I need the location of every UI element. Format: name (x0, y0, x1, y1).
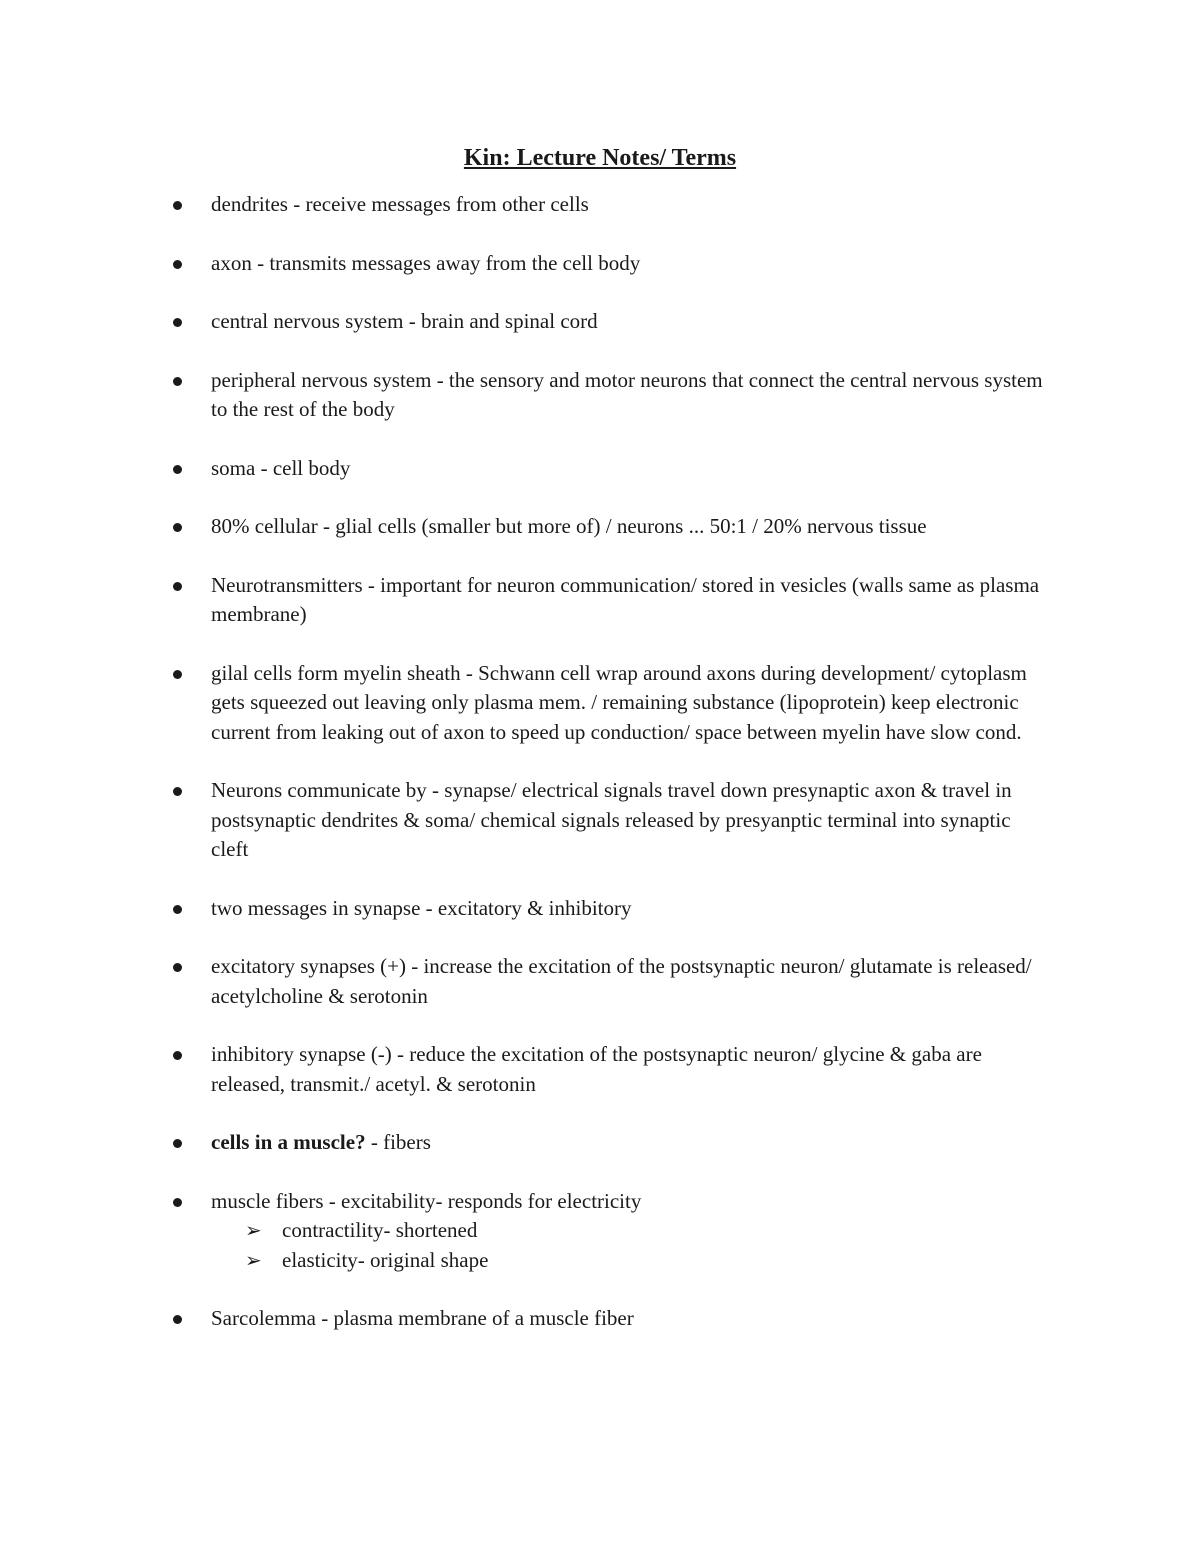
note-text: gilal cells form myelin sheath - Schwann cell wrap around axons during development/ cytoplasm gets squeezed out leaving only plasma mem. / remaining substance (lipoprotein) keep electronic current from leaking out of axon to speed up conduction/ space between myelin have slow cond. (211, 660, 1027, 744)
note-text: Sarcolemma - plasma membrane of a muscle fiber (211, 1306, 634, 1330)
arrow-bullet-icon: ➢ (245, 1218, 262, 1242)
bullet-icon (173, 1315, 182, 1324)
bullet-icon (173, 465, 182, 474)
note-item (0, 366, 1051, 425)
note-item (0, 190, 1051, 220)
arrow-bullet-icon: ➢ (245, 1247, 262, 1272)
sub-item (211, 1216, 1051, 1246)
note-term-bold: cells in a muscle? (211, 1130, 366, 1154)
page-title: Kin: Lecture Notes/ Terms (463, 145, 737, 171)
note-item (0, 1304, 1051, 1334)
bullet-icon (173, 787, 182, 796)
note-text: peripheral nervous system - the sensory and motor neurons that connect the central nervous system to the rest of the body (211, 367, 1043, 421)
bullet-icon (173, 523, 182, 532)
note-item (0, 512, 1051, 542)
bullet-icon (173, 670, 182, 679)
note-item (0, 249, 1051, 279)
note-item (0, 307, 1051, 337)
bullet-icon (173, 905, 182, 914)
sub-item (211, 1246, 1051, 1276)
note-text: soma - cell body (211, 455, 351, 480)
note-item (0, 1128, 1051, 1158)
note-text: muscle fibers - excitability- responds for electricity (211, 1188, 642, 1213)
bullet-icon (173, 260, 182, 269)
note-text: dendrites - receive messages from other cells (211, 192, 589, 216)
bullet-icon (173, 1198, 182, 1207)
note-text: central nervous system - brain and spinal cord (211, 309, 598, 333)
note-item (0, 952, 1051, 1011)
bullet-icon (173, 582, 182, 591)
bullet-icon (173, 318, 182, 327)
notes-list (0, 190, 1200, 1363)
bullet-icon (173, 963, 182, 972)
note-item (0, 894, 1051, 924)
bullet-icon (173, 377, 182, 386)
bullet-icon (173, 1139, 182, 1148)
note-text: Neurons communicate by - synapse/ electrical signals travel down presynaptic axon & travel in postsynaptic dendrites & soma/ chemical signals released by presyanptic terminal into synaptic cleft (211, 778, 1012, 861)
note-text: - fibers (365, 1130, 431, 1154)
note-text: Neurotransmitters - important for neuron communication/ stored in vesicles (walls same as plasma membrane) (211, 572, 1040, 626)
note-item (0, 776, 1051, 865)
note-item (0, 1187, 1051, 1276)
note-text: inhibitory synapse (-) - reduce the excitation of the postsynaptic neuron/ glycine & gaba are released, transmit./ acetyl. & serotonin (211, 1042, 982, 1096)
note-text: axon - transmits messages away from the cell body (211, 250, 641, 275)
note-item (0, 659, 1051, 748)
sub-list (211, 1216, 1051, 1275)
bullet-icon (173, 201, 182, 210)
note-text: 80% cellular - glial cells (smaller but more of) / neurons ... 50:1 / 20% nervous tissue (211, 514, 927, 538)
note-text: excitatory synapses (+) - increase the excitation of the postsynaptic neuron/ glutamate is released/ acetylcholine & serotonin (211, 954, 1032, 1008)
note-item (0, 571, 1051, 630)
sub-item-text: contractility- shortened (282, 1218, 478, 1242)
bullet-icon (173, 1051, 182, 1060)
note-item (0, 1040, 1051, 1099)
sub-item-text: elasticity- original shape (282, 1247, 489, 1272)
note-item (0, 454, 1051, 484)
note-text: two messages in synapse - excitatory & inhibitory (211, 895, 632, 920)
